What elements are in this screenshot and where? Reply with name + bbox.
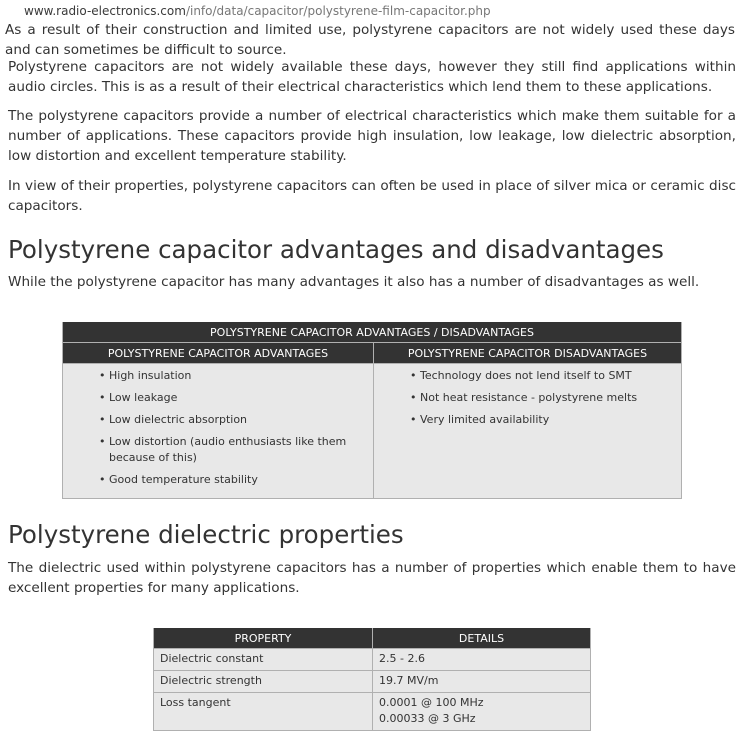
source-url-path: /info/data/capacitor/polystyrene-film-capacitor.php: [185, 4, 491, 18]
advantage-item: • High insulation: [99, 369, 192, 382]
heading-dielectric: Polystyrene dielectric properties: [8, 520, 404, 549]
advantage-item: • Low leakage: [99, 391, 178, 404]
paragraph-intro-2: Polystyrene capacitors are not widely available these days, however they still find applications within audio circles. This is as a result of their electrical characteristics which lend them to these applications.: [8, 59, 736, 95]
details-cell: 2.5 - 2.6: [373, 649, 591, 671]
advantage-item: • Low distortion (audio enthusiasts like them because of this): [99, 435, 347, 464]
disadvantage-item: • Not heat resistance - polystyrene melts: [410, 391, 638, 404]
advantages-table-body-row: [63, 364, 682, 499]
table-row: [154, 671, 591, 693]
advantages-table: [62, 322, 682, 499]
advantage-item: • Good temperature stability: [99, 473, 258, 486]
advantages-cell: [63, 364, 374, 499]
details-line: 0.0001 @ 100 MHz: [379, 696, 484, 709]
property-cell: Dielectric constant: [154, 649, 373, 671]
paragraph-intro-4: In view of their properties, polystyrene capacitors can often be used in place of silver mica or ceramic disc capacitors.: [8, 178, 736, 214]
advantage-item: • Low dielectric absorption: [99, 413, 248, 426]
advantages-table-title-row: [63, 322, 682, 343]
source-url[interactable]: [24, 4, 491, 18]
property-cell: Loss tangent: [154, 693, 373, 731]
advantages-list: [63, 368, 373, 488]
paragraph-intro-3: The polystyrene capacitors provide a number of electrical characteristics which make them suitable for a number of applications. These capacitors provide high insulation, low leakage, low dielectric absorption, low distortion and excellent temperature stability.: [8, 108, 736, 164]
paragraph-dielectric: The dielectric used within polystyrene capacitors has a number of properties which enable them to have excellent properties for many applications.: [8, 560, 736, 596]
source-url-domain: www.radio-electronics.com: [24, 4, 186, 18]
disadvantages-list: [374, 368, 681, 428]
advantages-table-header-row: [63, 343, 682, 364]
paragraph-intro-1: As a result of their construction and limited use, polystyrene capacitors are not widely used these days and can sometimes be difficult to source.: [5, 22, 735, 58]
disadvantages-cell: [374, 364, 682, 499]
heading-advantages: Polystyrene capacitor advantages and disadvantages: [8, 235, 664, 264]
paragraph-advantages: While the polystyrene capacitor has many advantages it also has a number of disadvantages as well.: [8, 274, 700, 290]
advantages-column-header: POLYSTYRENE CAPACITOR ADVANTAGES: [63, 343, 374, 364]
disadvantage-item: • Very limited availability: [410, 413, 550, 426]
table-row: [154, 649, 591, 671]
dielectric-properties-table: [153, 628, 591, 731]
property-cell: Dielectric strength: [154, 671, 373, 693]
details-column-header: DETAILS: [373, 628, 591, 649]
property-column-header: PROPERTY: [154, 628, 373, 649]
disadvantage-item: • Technology does not lend itself to SMT: [410, 369, 632, 382]
advantages-table-title: POLYSTYRENE CAPACITOR ADVANTAGES / DISADVANTAGES: [63, 322, 682, 343]
details-cell: 19.7 MV/m: [373, 671, 591, 693]
details-cell: [373, 693, 591, 731]
properties-header-row: [154, 628, 591, 649]
disadvantages-column-header: POLYSTYRENE CAPACITOR DISADVANTAGES: [374, 343, 682, 364]
details-line: 0.00033 @ 3 GHz: [379, 712, 476, 725]
table-row: [154, 693, 591, 731]
